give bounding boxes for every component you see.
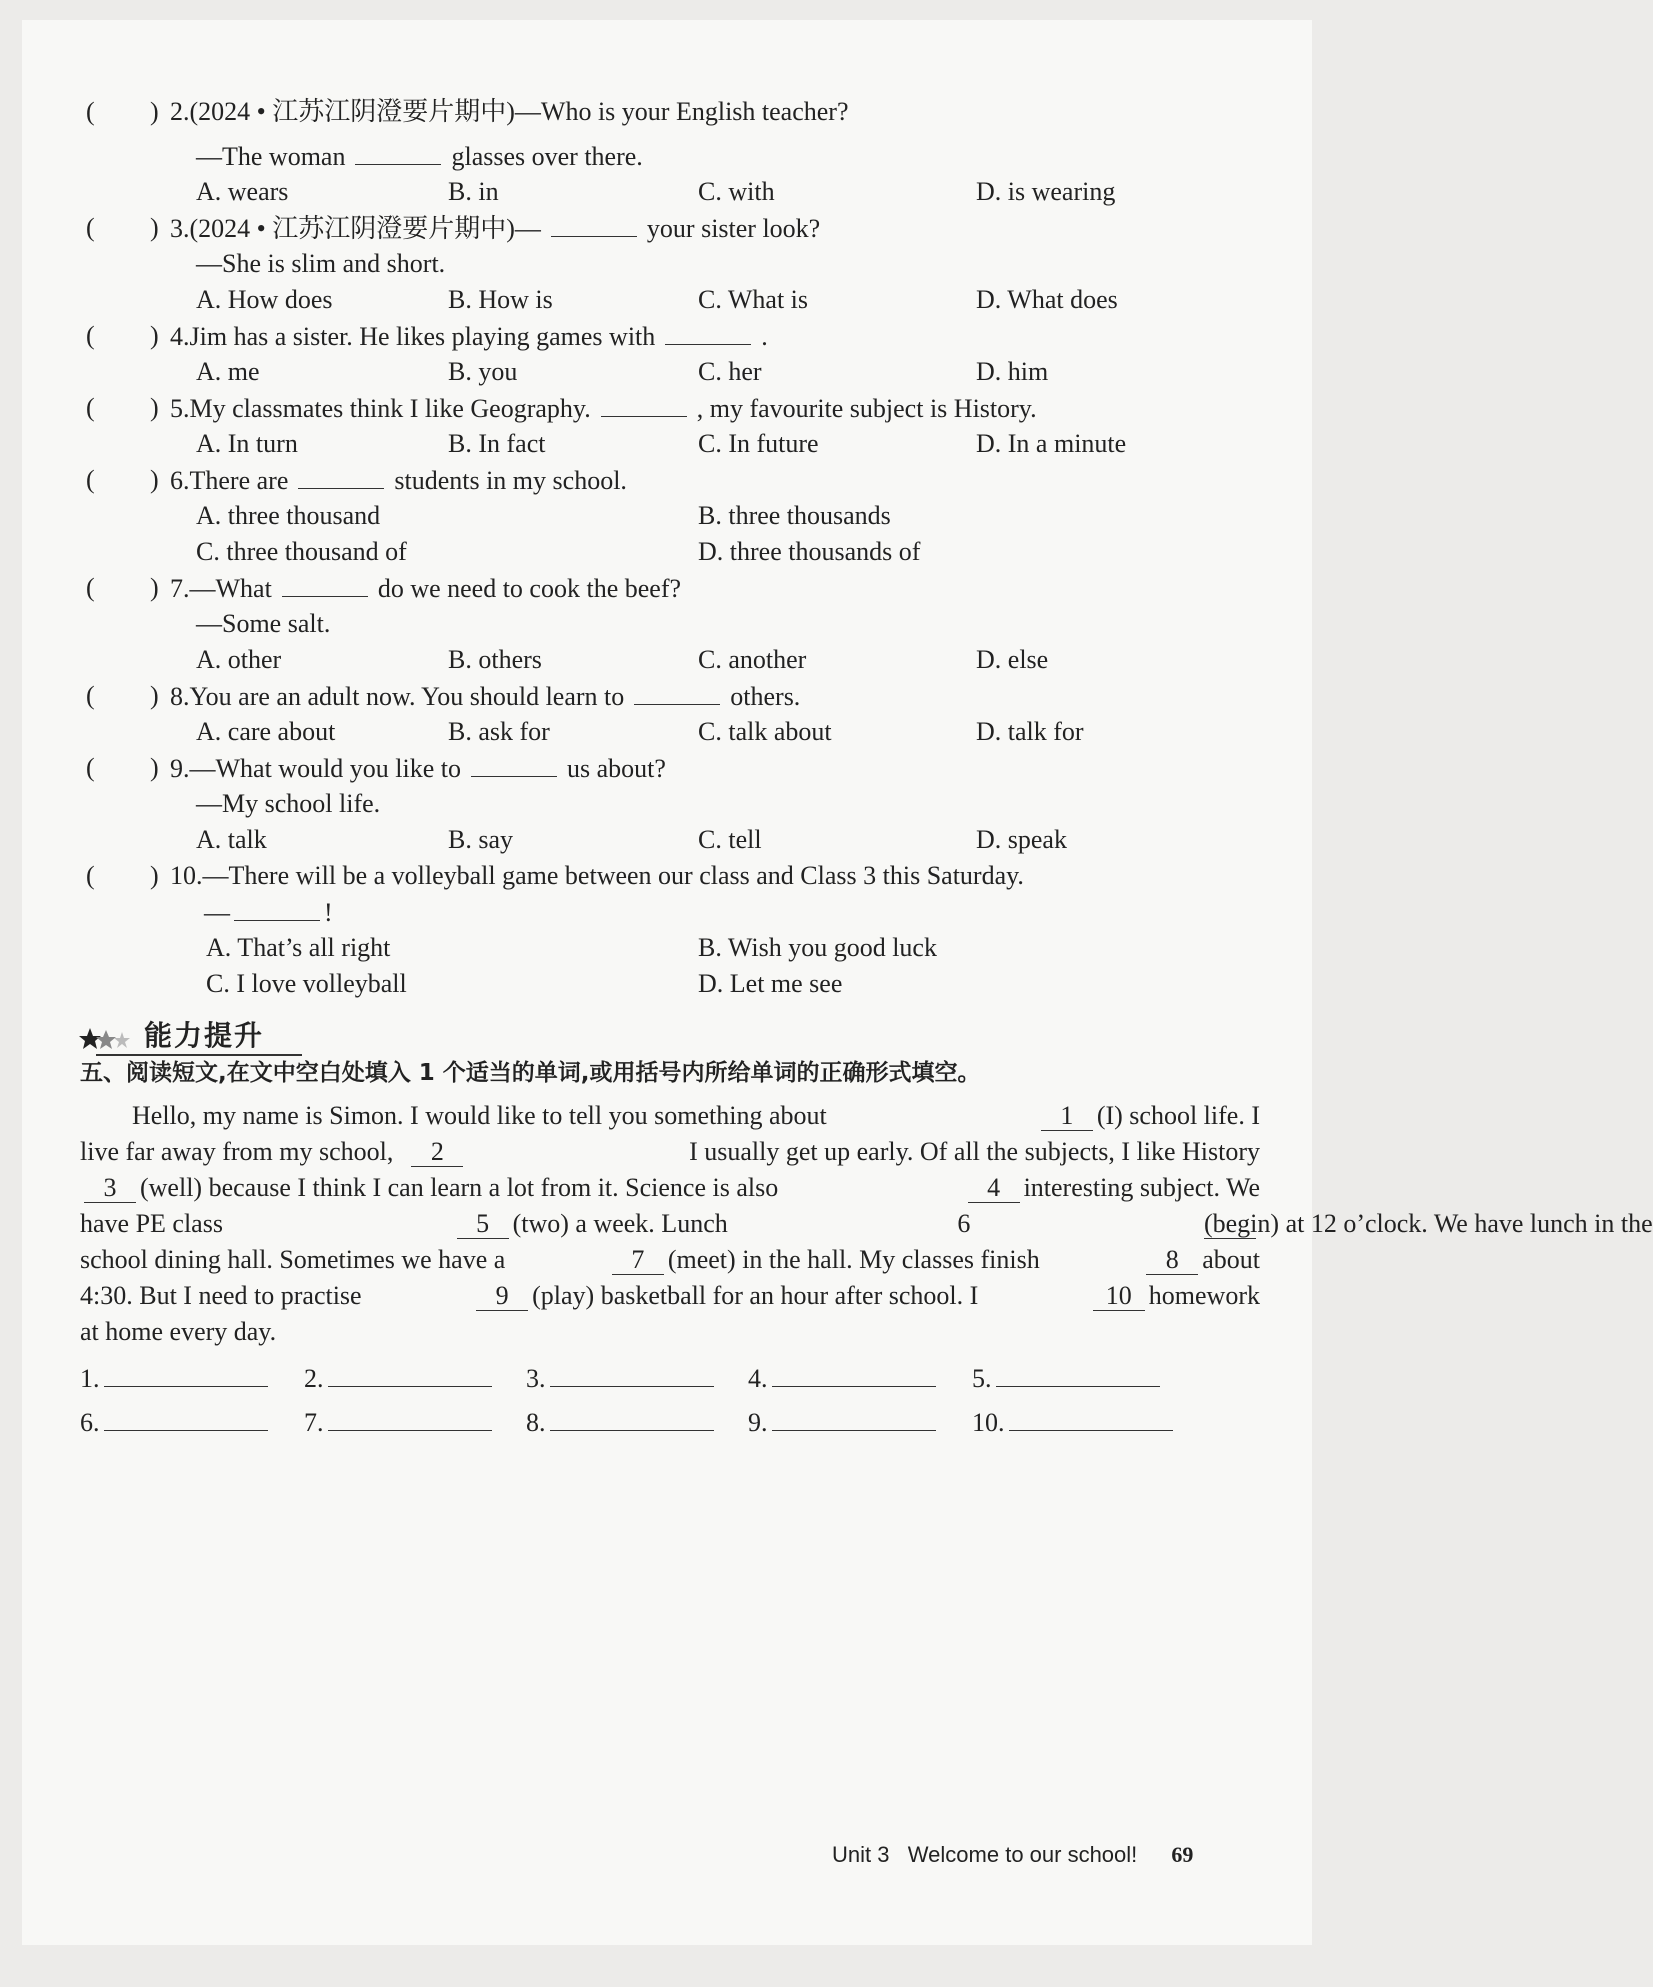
answer-paren-open: ( bbox=[86, 681, 95, 710]
answer-10: 10. bbox=[972, 1404, 1173, 1438]
question-3-text: 3.(2024 • 江苏江阴澄要片期中)— your sister look? bbox=[170, 214, 821, 243]
question-7-text: 7.—What do we need to cook the beef? bbox=[170, 574, 682, 603]
question-9-text: 9.—What would you like to us about? bbox=[170, 754, 666, 783]
passage-blank-6[interactable]: (begin) at 12 o’clock. We have lunch in the bbox=[1203, 1209, 1653, 1238]
option-c[interactable]: C. with bbox=[698, 177, 775, 206]
passage-blank-4[interactable]: 4 bbox=[968, 1174, 1020, 1203]
option-d[interactable]: D. three thousands of bbox=[698, 537, 921, 566]
answer-paren-close: ) bbox=[150, 465, 159, 494]
option-a[interactable]: A. three thousand bbox=[196, 501, 381, 530]
answer-paren-close: ) bbox=[150, 681, 159, 710]
passage-line-6: 4:30. But I need to practise 9 (play) basketball for an hour after school. I 10 homework bbox=[80, 1281, 1260, 1310]
answer-line[interactable] bbox=[328, 1404, 492, 1431]
answer-paren-close: ) bbox=[150, 753, 159, 782]
passage-blank-2[interactable]: 2 bbox=[411, 1138, 463, 1167]
option-b[interactable]: B. ask for bbox=[448, 717, 550, 746]
passage-line-7: at home every day. bbox=[80, 1317, 277, 1346]
passage-line-4: have PE class 5 (two) a week. Lunch 6 (begin) at 12 o’clock. We have lunch in the bbox=[80, 1209, 1653, 1238]
option-a[interactable]: A. How does bbox=[196, 285, 333, 314]
answer-blank[interactable] bbox=[665, 320, 751, 345]
option-c[interactable]: C. talk about bbox=[698, 717, 832, 746]
passage-line-2: live far away from my school, 2 I usually get up early. Of all the subjects, I like History bbox=[80, 1137, 1260, 1166]
answer-5: 5. bbox=[972, 1360, 1160, 1394]
option-a[interactable]: A. me bbox=[196, 357, 260, 386]
option-c[interactable]: C. I love volleyball bbox=[206, 969, 407, 998]
option-d[interactable]: D. him bbox=[976, 357, 1049, 386]
option-b[interactable]: B. three thousands bbox=[698, 501, 891, 530]
passage-blank-9[interactable]: 9 bbox=[476, 1282, 528, 1311]
answer-paren-close: ) bbox=[150, 97, 159, 126]
answer-paren-open: ( bbox=[86, 97, 95, 126]
answer-paren-open: ( bbox=[86, 465, 95, 494]
answer-paren-open: ( bbox=[86, 393, 95, 422]
passage-line-3: 3 (well) because I think I can learn a lot from it. Science is also 4 interesting subject. We bbox=[80, 1172, 1260, 1204]
option-d[interactable]: D. talk for bbox=[976, 717, 1084, 746]
unit-title: Unit 3 Welcome to our school! bbox=[832, 1842, 1138, 1867]
answer-6: 6. bbox=[80, 1404, 268, 1438]
passage-blank-5[interactable]: 5 bbox=[457, 1210, 509, 1239]
option-c[interactable]: C. her bbox=[698, 357, 762, 386]
passage-line-1: Hello, my name is Simon. I would like to tell you something about 1 (I) school life. I bbox=[132, 1101, 1260, 1130]
question-2-text: 2.(2024 • 江苏江阴澄要片期中)—Who is your English teacher? bbox=[170, 97, 849, 126]
page-number: 69 bbox=[1171, 1842, 1194, 1867]
option-c[interactable]: C. What is bbox=[698, 285, 809, 314]
answer-line[interactable] bbox=[550, 1360, 714, 1387]
option-b[interactable]: B. Wish you good luck bbox=[698, 933, 937, 962]
option-b[interactable]: B. How is bbox=[448, 285, 553, 314]
answer-blank[interactable] bbox=[634, 680, 720, 705]
answer-paren-close: ) bbox=[150, 213, 159, 242]
passage-blank-10[interactable]: 10 bbox=[1093, 1282, 1145, 1311]
answer-line[interactable] bbox=[772, 1404, 936, 1431]
option-b[interactable]: B. others bbox=[448, 645, 542, 674]
passage-blank-8[interactable]: 8 bbox=[1146, 1246, 1198, 1275]
answer-paren-close: ) bbox=[150, 573, 159, 602]
answer-line[interactable] bbox=[104, 1360, 268, 1387]
option-b[interactable]: B. you bbox=[448, 357, 518, 386]
section-instruction: 五、阅读短文,在文中空白处填入 1 个适当的单词,或用括号内所给单词的正确形式填空。 bbox=[80, 1060, 981, 1086]
section-header bbox=[80, 1010, 320, 1056]
answer-paren-close: ) bbox=[150, 321, 159, 350]
answer-8: 8. bbox=[526, 1404, 714, 1438]
passage-line-5: school dining hall. Sometimes we have a 7 (meet) in the hall. My classes finish 8 about bbox=[80, 1245, 1260, 1274]
question-8-text: 8.You are an adult now. You should learn to others. bbox=[170, 682, 801, 711]
answer-line[interactable] bbox=[1009, 1404, 1173, 1431]
answer-2: 2. bbox=[304, 1360, 492, 1394]
answer-blank[interactable] bbox=[234, 896, 320, 921]
answer-blank[interactable] bbox=[471, 752, 557, 777]
answer-blank[interactable] bbox=[298, 464, 384, 489]
answer-blank[interactable] bbox=[355, 140, 441, 165]
option-c[interactable]: C. another bbox=[698, 645, 807, 674]
answer-paren-open: ( bbox=[86, 861, 95, 890]
question-10-text: 10.—There will be a volleyball game between our class and Class 3 this Saturday. bbox=[170, 861, 1024, 890]
question-4-text: 4.Jim has a sister. He likes playing games with . bbox=[170, 322, 768, 351]
answer-paren-open: ( bbox=[86, 321, 95, 350]
option-d[interactable]: D. is wearing bbox=[976, 177, 1116, 206]
answer-line[interactable] bbox=[996, 1360, 1160, 1387]
answer-paren-open: ( bbox=[86, 573, 95, 602]
option-d[interactable]: D. Let me see bbox=[698, 969, 843, 998]
worksheet-page: ( ) 2.(2024 • 江苏江阴澄要片期中)—Who is your English teacher? —The woman glasses over there. A. wears B. in C. with D. is wearing ( ) 3.(2024 • 江苏江阴澄要片期中)— your sister look? —She is slim and short. A. How does B. How is C. What is D. What does ( ) 4.Jim has a sister. He likes playing games with . A. me B. you C. her D. him ( ) 5.My classmates think I like Geography. , my favourite subject is History. A. In turn B. In fact C. In future D. In a minute ( ) 6.There are students in my school. A. three thousand B. three thousands C. three thousand of D. three thousands of ( ) 7.—What do we need to cook the beef? —Some salt. A. other B. others C. another D. else ( ) 8.You are an adult now. You should learn to others. A. care about B. ask for C. talk about D. talk for ( ) 9.—What would you like to us about? —My school life. A. talk B. say C. tell D. speak ( ) 10.—There will be a volleyball game between our class and Class 3 this Saturday. — ! A. That’s all right B. Wish you good luck C. I love volleyball D. Let me see 能力提升 五、阅读短文,在文中空白处填入 1 个适当的单词,或用括号内所给单词的正确形式填空。 Hello, my name is Simon. I would like to tell you something about 1 (I) school life. I live far away from my school, 2 I usually get up early. Of all the subjects, I like History 3 (well) because I think I can learn a lot from it. Science is also 4 interesting subject. We have PE class 5 (two) a week. Lunch 6 (begin) at 12 o’clock. We have lunch in the school dining hall. Sometimes we have a 7 (meet) in the hall. My classes finish 8 about 4:30. But I need to practise 9 (play) basketball for an hour after school. I 10 homework at home every day. 1. 2. 3. 4. 5. 6. 7. 8. 9. 10. Unit 3 Welcome to our school! 69 bbox=[22, 20, 1312, 1945]
answer-blank[interactable] bbox=[551, 212, 637, 237]
option-d[interactable]: D. speak bbox=[976, 825, 1067, 854]
option-d[interactable]: D. else bbox=[976, 645, 1049, 674]
option-d[interactable]: D. What does bbox=[976, 285, 1118, 314]
answer-4: 4. bbox=[748, 1360, 936, 1394]
section-title: 能力提升 bbox=[144, 1019, 265, 1052]
option-b[interactable]: B. In fact bbox=[448, 429, 546, 458]
answer-line[interactable] bbox=[328, 1360, 492, 1387]
passage-blank-1[interactable]: 1 bbox=[1041, 1102, 1093, 1131]
passage-blank-7[interactable]: 7 bbox=[612, 1246, 664, 1275]
option-b[interactable]: B. say bbox=[448, 825, 513, 854]
option-c[interactable]: C. tell bbox=[698, 825, 762, 854]
option-a[interactable]: A. other bbox=[196, 645, 282, 674]
option-a[interactable]: A. That’s all right bbox=[206, 933, 391, 962]
question-5-text: 5.My classmates think I like Geography. , my favourite subject is History. bbox=[170, 394, 1037, 423]
answer-blank[interactable] bbox=[282, 572, 368, 597]
answer-line[interactable] bbox=[772, 1360, 936, 1387]
option-c[interactable]: C. three thousand of bbox=[196, 537, 407, 566]
answer-1: 1. bbox=[80, 1360, 268, 1394]
answer-9: 9. bbox=[748, 1404, 936, 1438]
answer-line[interactable] bbox=[104, 1404, 268, 1431]
question-6-text: 6.There are students in my school. bbox=[170, 466, 627, 495]
answer-7: 7. bbox=[304, 1404, 492, 1438]
option-a[interactable]: A. care about bbox=[196, 717, 336, 746]
option-b[interactable]: B. in bbox=[448, 177, 499, 206]
answer-paren-open: ( bbox=[86, 753, 95, 782]
stars-icon bbox=[80, 1022, 140, 1054]
answer-paren-open: ( bbox=[86, 213, 95, 242]
page-footer bbox=[832, 1842, 1193, 1868]
option-a[interactable]: A. talk bbox=[196, 825, 267, 854]
answer-blank[interactable] bbox=[601, 392, 687, 417]
answer-paren-close: ) bbox=[150, 861, 159, 890]
answer-3: 3. bbox=[526, 1360, 714, 1394]
option-d[interactable]: D. In a minute bbox=[976, 429, 1127, 458]
answer-line[interactable] bbox=[550, 1404, 714, 1431]
answer-paren-close: ) bbox=[150, 393, 159, 422]
option-c[interactable]: C. In future bbox=[698, 429, 819, 458]
passage-blank-3[interactable]: 3 bbox=[84, 1174, 136, 1203]
option-a[interactable]: A. In turn bbox=[196, 429, 298, 458]
option-a[interactable]: A. wears bbox=[196, 177, 289, 206]
